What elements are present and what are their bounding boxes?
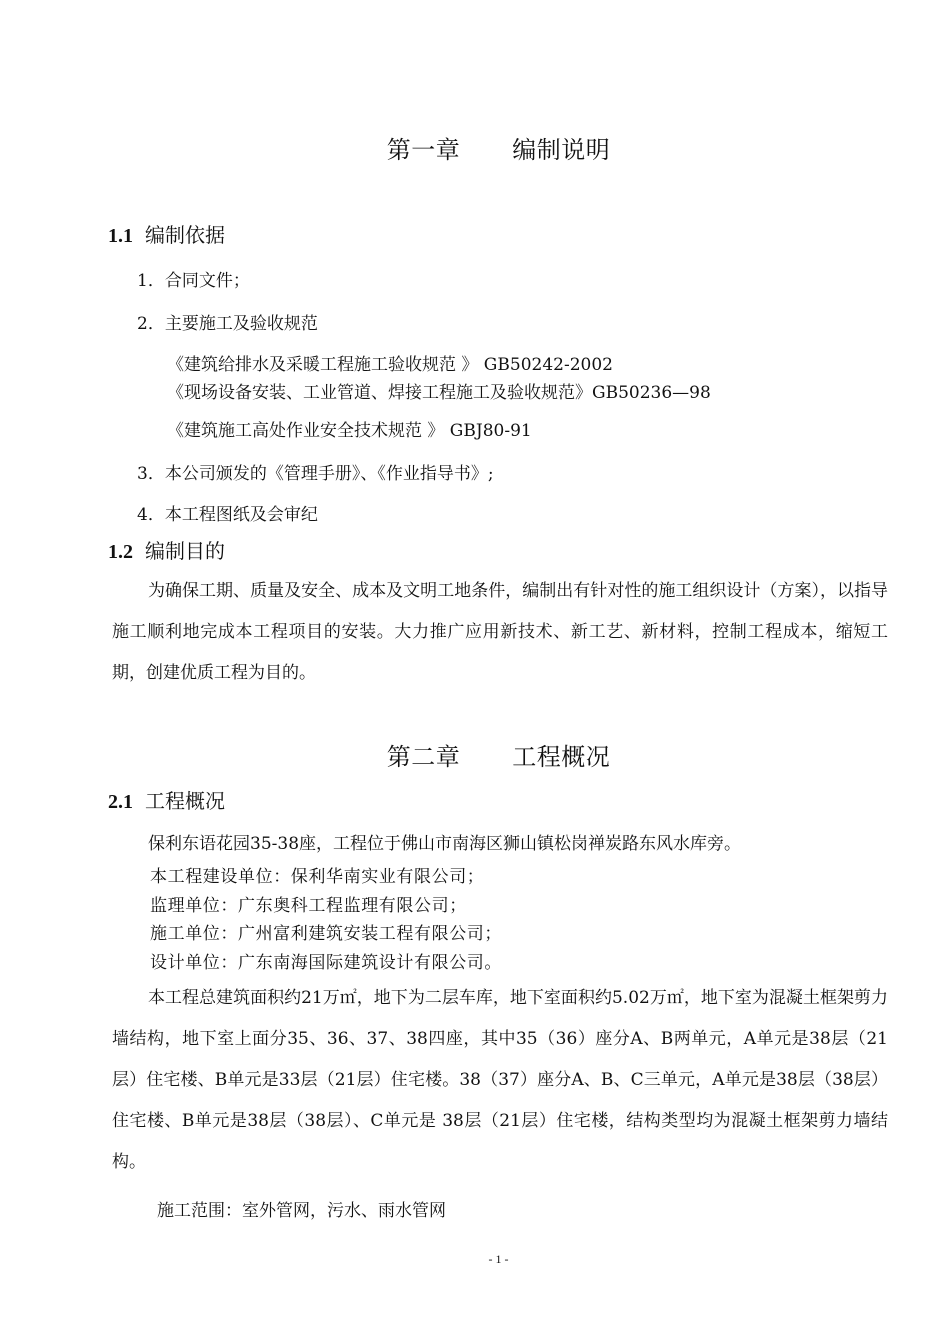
standard-reference: 《建筑施工高处作业安全技术规范 》 GBJ80-91	[167, 421, 532, 441]
project-location: 保利东语花园35-38座，工程位于佛山市南海区狮山镇松岗禅炭路东风水库旁。	[148, 834, 742, 854]
standard-reference: 《现场设备安装、工业管道、焊接工程施工及验收规范》GB50236—98	[167, 383, 711, 403]
unit-line: 设计单位：广东南海国际建筑设计有限公司。	[150, 953, 502, 973]
section-2-1-heading	[108, 785, 225, 814]
unit-line: 施工单位：广州富利建筑安装工程有限公司；	[150, 924, 502, 944]
unit-line: 本工程建设单位：保利华南实业有限公司；	[150, 867, 485, 887]
list-item: 4．本工程图纸及会审纪	[137, 505, 318, 525]
list-item: 2．主要施工及验收规范	[137, 314, 318, 334]
chapter-1-title: 编制说明	[512, 136, 611, 164]
chapter-2-number: 第二章	[386, 743, 461, 771]
section-title: 编制目的	[145, 539, 225, 563]
list-item: 1．合同文件；	[137, 271, 250, 291]
page-number: - 1 -	[488, 1252, 509, 1266]
purpose-paragraph: 为确保工期、质量及安全、成本及文明工地条件，编制出有针对性的施工组织设计（方案），以指导施工顺利地完成本工程项目的安装。大力推广应用新技术、新工艺、新材料，控制工程成本，缩短工期，创建优质工程为目的。	[112, 581, 888, 683]
list-item: 3．本公司颁发的《管理手册》、《作业指导书》;	[137, 464, 494, 484]
section-number: 2.1	[108, 791, 133, 813]
section-title: 编制依据	[145, 223, 225, 247]
standard-reference: 《建筑给排水及采暖工程施工验收规范 》 GB50242-2002	[167, 355, 613, 375]
section-number: 1.1	[108, 225, 133, 247]
chapter-2-heading	[0, 737, 950, 772]
section-number: 1.2	[108, 541, 133, 563]
unit-line: 监理单位：广东奥科工程监理有限公司；	[150, 896, 467, 916]
section-title: 工程概况	[145, 789, 225, 813]
chapter-1-number: 第一章	[386, 136, 461, 164]
section-1-2-heading	[108, 535, 225, 564]
section-1-1-heading	[108, 219, 225, 248]
chapter-1-heading	[0, 130, 950, 165]
construction-scope: 施工范围：室外管网，污水、雨水管网	[157, 1201, 446, 1221]
chapter-2-title: 工程概况	[512, 743, 611, 771]
project-description: 本工程总建筑面积约21万㎡，地下为二层车库，地下室面积约5.02万㎡，地下室为混凝土框架剪力墙结构，地下室上面分35、36、37、38四座，其中35（36）座分A、B两单元，A单元是38层（21层）住宅楼、B单元是33层（21层）住宅楼。38（37）座分A、B、C三单元，A单元是38层（38层）住宅楼、B单元是38层（38层）、C单元是 38层（21层）住宅楼，结构类型均为混凝土框架剪力墙结构。	[112, 988, 888, 1172]
